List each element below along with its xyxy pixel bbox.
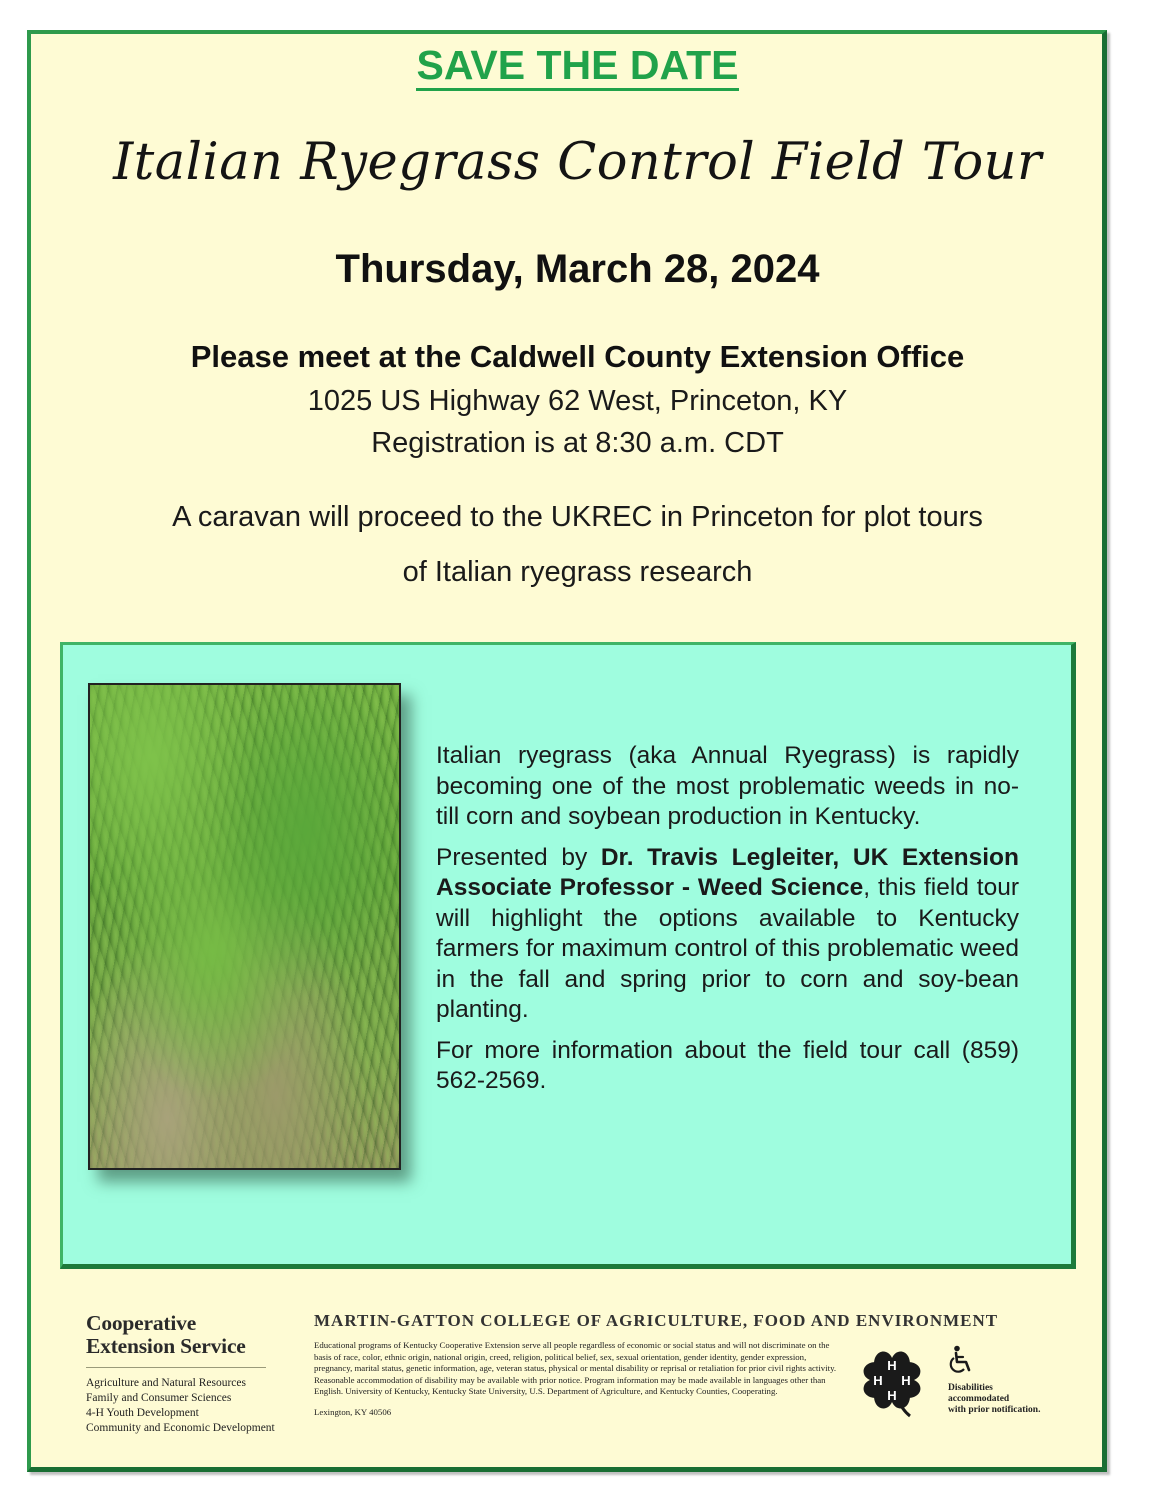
accessibility-text [948, 1383, 1058, 1416]
caravan-line-1: A caravan will proceed to the UKREC in Princeton for plot tours [172, 501, 983, 533]
city-line: Lexington, KY 40506 [314, 1406, 392, 1417]
accessibility-line-1: Disabilities [948, 1383, 993, 1393]
accessibility-line-3: with prior notification. [948, 1405, 1041, 1415]
clover-h-left: H [873, 1373, 883, 1388]
unit-item: 4-H Youth Development [86, 1407, 199, 1419]
event-date: Thursday, March 28, 2024 [335, 247, 820, 291]
eeo-statement: Educational programs of Kentucky Cooperative Extension serve all people regardless of economic or social status and will not discriminate on the basis of race, color, ethnic origin, national origin, creed, religion, political belief, sex, sexual orientation, gender identity, gender expression, pregnancy, marital status, genetic information, age, veteran status, physical or mental disability or reprisal or retaliation for prior civil rights activity. Reasonable accommodation of disability may be available with prior notice. Program information may be made available in languages other than English. University of Kentucky, Kentucky State University, U.S. Department of Agriculture, and Kentucky Counties, Cooperating. [314, 1340, 837, 1397]
clover-h-bottom: H [887, 1388, 897, 1403]
presenter-paragraph [436, 843, 1019, 1026]
clover-h-right: H [901, 1373, 911, 1388]
presenter-name: Dr. Travis Legleiter, UK Extension Associate Professor - Weed Science [436, 843, 1019, 901]
contact-paragraph: For more information about the field tour call (859) 562-2569. [436, 1036, 1019, 1094]
unit-item: Family and Consumer Sciences [86, 1392, 232, 1404]
save-the-date-banner [0, 42, 1155, 88]
save-the-date-text: SAVE THE DATE [416, 42, 740, 91]
event-title: Italian Ryegrass Control Field Tour [113, 133, 1042, 192]
wheelchair-icon [948, 1345, 974, 1375]
description-paragraph: Italian ryegrass (aka Annual Ryegrass) is rapidly becoming one of the most problematic weeds in no-till corn and soybean production in Kentucky. [436, 742, 1019, 830]
presenter-prefix: Presented by [436, 843, 601, 871]
ces-units [86, 1376, 286, 1436]
ces-name-line-1: Cooperative [86, 1311, 197, 1335]
accessibility-block [948, 1345, 1058, 1416]
clover-h-top: H [887, 1358, 897, 1373]
caravan-line-2: of Italian ryegrass research [402, 556, 753, 588]
presenter-suffix: , this field tour will highlight the options available to Kentucky farmers for maximum control of this problematic weed in the fall and spring prior to corn and soy-bean planting. [436, 874, 1019, 1023]
ces-logo-block [86, 1312, 286, 1436]
caravan-note [110, 490, 1045, 600]
4h-clover-icon [852, 1340, 932, 1420]
ces-divider [86, 1367, 266, 1368]
unit-item: Agriculture and Natural Resources [86, 1377, 246, 1389]
registration-time: Registration is at 8:30 a.m. CDT [371, 427, 784, 459]
unit-item: Community and Economic Development [86, 1422, 275, 1434]
meeting-location: Please meet at the Caldwell County Extension Office [190, 339, 965, 374]
ces-name-line-2: Extension Service [86, 1334, 246, 1358]
accessibility-line-2: accommodated [948, 1394, 1010, 1404]
details-text [436, 741, 1019, 1107]
ryegrass-field-photo [88, 683, 401, 1170]
address: 1025 US Highway 62 West, Princeton, KY [307, 385, 848, 417]
college-name: MARTIN-GATTON COLLEGE OF AGRICULTURE, FOOD AND ENVIRONMENT [314, 1311, 999, 1330]
